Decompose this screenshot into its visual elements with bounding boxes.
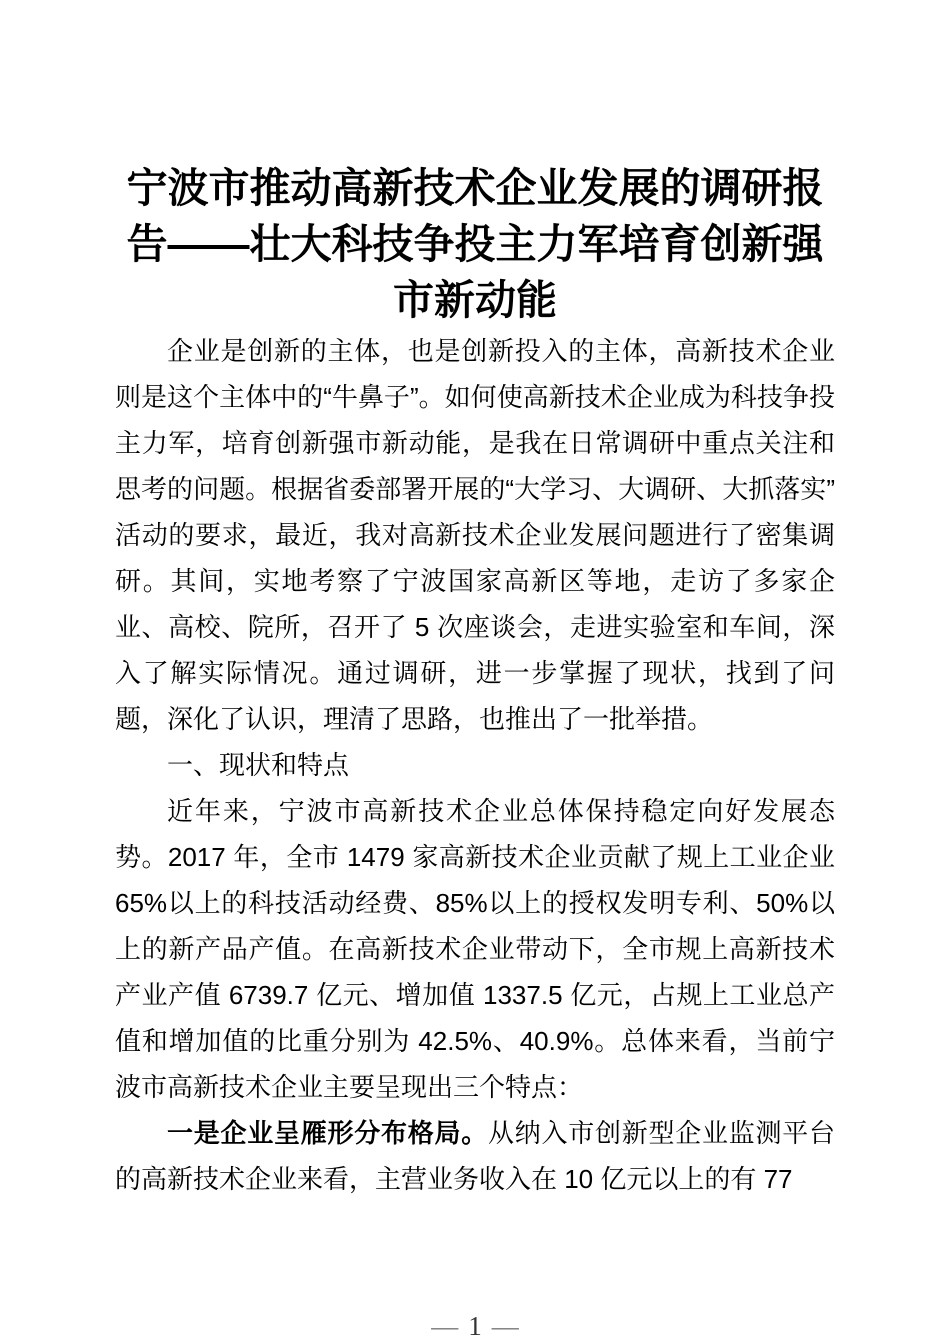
paragraph-bold-lead: 一是企业呈雁形分布格局。 xyxy=(167,1118,488,1148)
section-heading: 一、现状和特点 xyxy=(167,750,350,780)
document-title: 宁波市推动高新技术企业发展的调研报告——壮大科技争投主力军培育创新强市新动能 xyxy=(126,165,824,323)
document-body xyxy=(115,328,835,1202)
body-paragraph: 一是企业呈雁形分布格局。从纳入市创新型企业监测平台的高新技术企业来看，主营业务收入在 10 亿元以上的有 77 xyxy=(115,1118,835,1194)
page-number: 1 xyxy=(468,1311,482,1341)
footer-dash-right: — xyxy=(491,1311,519,1341)
body-paragraph: 近年来，宁波市高新技术企业总体保持稳定向好发展态势。2017 年，全市 1479 家高新技术企业贡献了规上工业企业 65%以上的科技活动经费、85%以上的授权发明专利、50%以上的新产品产值。在高新技术企业带动下，全市规上高新技术产业产值 6739.7 亿元、增加值 1337.5 亿元，占规上工业总产值和增加值的比重分别为 42.5%、40.9%。总体来看，当前宁波市高新技术企业主要呈现出三个特点： xyxy=(115,796,835,1102)
page-footer xyxy=(0,1311,950,1342)
document-content xyxy=(115,0,835,1202)
footer-dash-left: — xyxy=(431,1311,459,1341)
body-paragraph: 企业是创新的主体，也是创新投入的主体，高新技术企业则是这个主体中的“牛鼻子”。如何使高新技术企业成为科技争投主力军，培育创新强市新动能，是我在日常调研中重点关注和思考的问题。根据省委部署开展的“大学习、大调研、大抓落实”活动的要求，最近，我对高新技术企业发展问题进行了密集调研。其间，实地考察了宁波国家高新区等地，走访了多家企业、高校、院所，召开了 5 次座谈会，走进实验室和车间，深入了解实际情况。通过调研，进一步掌握了现状，找到了问题，深化了认识，理清了思路，也推出了一批举措。 xyxy=(115,336,835,734)
